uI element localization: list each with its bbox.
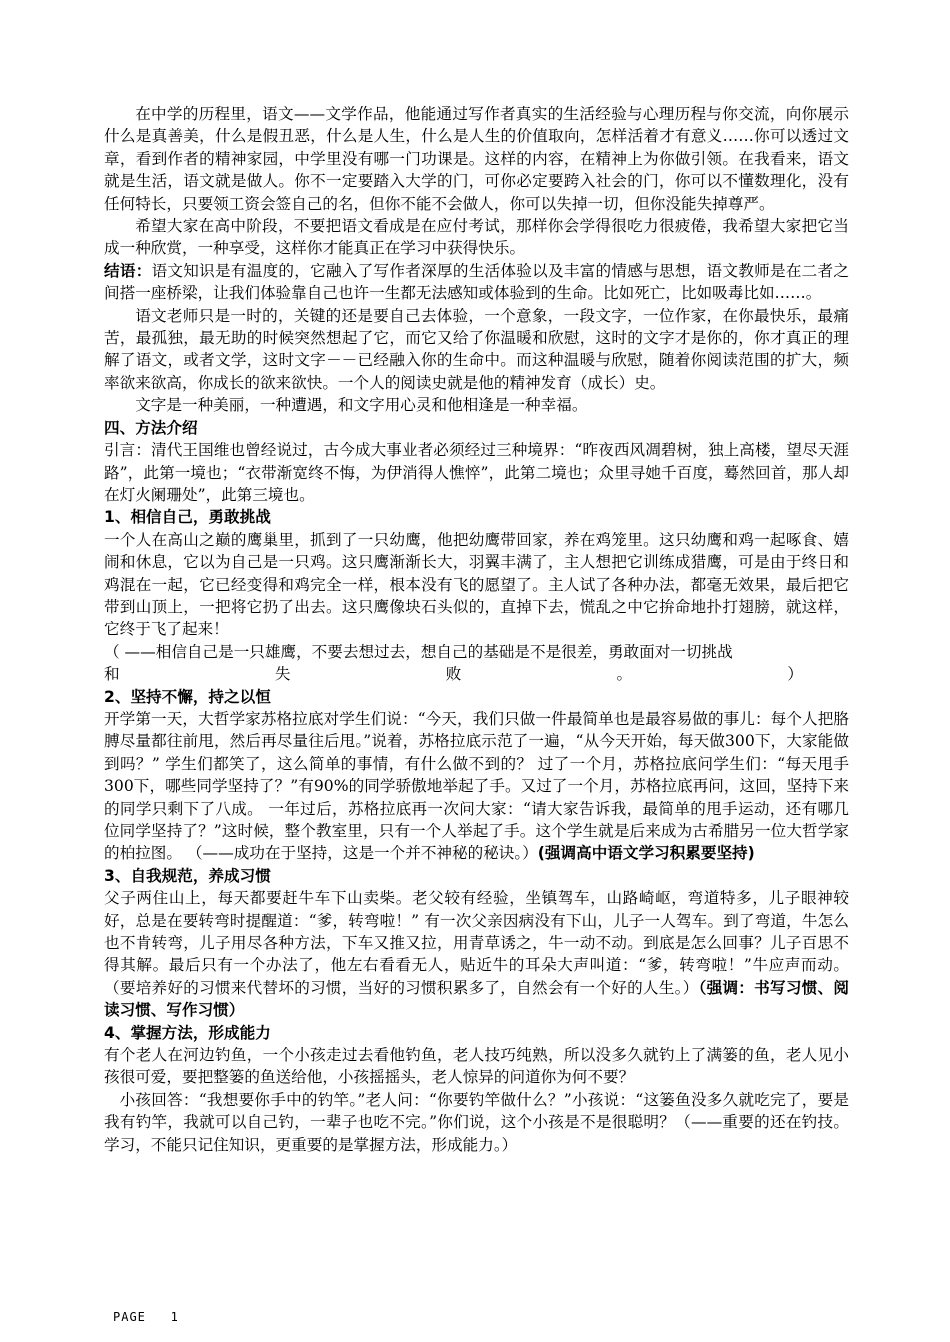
intro-paragraph-2: 希望大家在高中阶段，不要把语文看成是在应付考试，那样你会学得很吃力很疲倦，我希望大家把它当成一种欣赏，一种享受，这样你才能真正在学习中获得快乐。 bbox=[104, 217, 849, 258]
method-2-emphasis: (强调高中语文学习积累要坚持) bbox=[537, 844, 755, 863]
conclusion-paragraph-2: 语文老师只是一时的，关键的还是要自己去体验，一个意象，一段文字，一位作家，在你最快乐，最痛苦，最孤独，最无助的时候突然想起了它，而它又给了你温暖和欣慰，这时的文字才是你的，你才真正的理解了语文，或者文学，这时文字－－已经融入你的生命中。而这种温暖与欣慰，随着你阅读范围的扩大，频率欲来欲高，你成长的欲来欲快。一个人的阅读史就是他的精神发育（成长）史。 bbox=[104, 306, 849, 392]
note-char: ） bbox=[787, 665, 803, 684]
note-char: 和 bbox=[104, 665, 120, 684]
method-3-text: 父子两住山上，每天都要赶牛车下山卖柴。老父较有经验，坐镇驾车，山路崎岖，弯道特多，儿子眼神较好，总是在要转弯时提醒道：“爹，转弯啦！” 有一次父亲因病没有下山，儿子一人驾车。到了弯道，牛怎么也不肯转弯，儿子用尽各种方法，下车又推又拉，用青草诱之，牛一动不动。到底是怎么回事？儿子百思不得其解。最后只有一个办法了，他左右看看无人，贴近牛的耳朵大声叫道：“爹，转弯啦！”牛应声而动。 （要培养好的习惯来代替坏的习惯，当好的习惯积累多了，自然会有一个好的人生。） bbox=[104, 889, 849, 997]
conclusion-paragraph bbox=[104, 260, 849, 305]
method-1-note-tail bbox=[104, 663, 849, 685]
document-body bbox=[104, 103, 849, 1156]
conclusion-text: 语文知识是有温度的，它融入了写作者深厚的生活体验以及丰富的情感与思想，语文教师是在二者之间搭一座桥梁，让我们体验靠自己也许一生都无法感知或体验到的生命。比如死亡，比如吸毒比如……。 bbox=[104, 261, 849, 303]
method-4-text-2: 小孩回答：“我想要你手中的钓竿。”老人问：“你要钓竿做什么？”小孩说：“这篓鱼没多久就吃完了，要是我有钓竿，我就可以自己钓，一辈子也吃不完。”你们说，这个小孩是不是很聪明？（——重要的还在钓技。学习，不能只记住知识，更重要的是掌握方法，形成能力。） bbox=[104, 1090, 849, 1154]
method-2-paragraph bbox=[104, 708, 849, 865]
intro-paragraph-1: 在中学的历程里，语文——文学作品，他能通过写作者真实的生活经验与心理历程与你交流，向你展示什么是真善美，什么是假丑恶，什么是人生，什么是人生的价值取向，怎样活着才有意义……你可以透过文章，看到作者的精神家园，中学里没有哪一门功课是。这样的内容，在精神上为你做引领。在我看来，语文就是生活，语文就是做人。你不一定要踏入大学的门，可你必定要跨入社会的门，你可以不懂数理化，没有任何特长，只要领工资会签自己的名，但你不能不会做人，你可以失掉一切，但你没能失掉尊严。 bbox=[104, 105, 849, 213]
note-char: 败 bbox=[445, 665, 462, 684]
method-4-text-1: 有个老人在河边钓鱼，一个小孩走过去看他钓鱼，老人技巧纯熟，所以没多久就钓上了满篓的鱼，老人见小孩很可爱，要把整篓的鱼送给他，小孩摇摇头，老人惊异的问道你为何不要？ bbox=[104, 1046, 849, 1087]
method-3-emphasis: （强调：书写习惯、阅读习惯、写作习惯） bbox=[104, 978, 850, 1020]
method-3-title: 3、自我规范，养成习惯 bbox=[104, 866, 271, 885]
page-footer bbox=[113, 1310, 179, 1324]
method-1-note: （ ——相信自己是一只雄鹰，不要去想过去，想自己的基础是不是很差，勇敢面对一切挑战 bbox=[104, 642, 733, 661]
conclusion-label: 结语： bbox=[104, 261, 152, 280]
method-2-text: 开学第一天，大哲学家苏格拉底对学生们说：“今天，我们只做一件最简单也是最容易做的事儿：每个人把胳膊尽量都往前甩，然后再尽量往后甩。”说着，苏格拉底示范了一遍，“从今天开始，每天做300下，大家能做到吗？” 学生们都笑了，这么简单的事情，有什么做不到的？ 过了一个月，苏格拉底问学生们：“每天甩手300下，哪些同学坚持了？”有90%的同学骄傲地举起了手。又过了一个月，苏格拉底再问，这回，坚持下来的同学只剩下了八成。 一年过后，苏格拉底再一次问大家：“请大家告诉我，最简单的甩手运动，还有哪几位同学坚持了？”这时候，整个教室里，只有一个人举起了手。这个学生就是后来成为古希腊另一位大哲学家的柏拉图。 （——成功在于坚持，这是一个并不神秘的秘诀。） bbox=[104, 709, 849, 863]
note-char: 。 bbox=[616, 665, 633, 684]
method-1-text: 一个人在高山之巅的鹰巢里，抓到了一只幼鹰，他把幼鹰带回家，养在鸡笼里。这只幼鹰和鸡一起啄食、嬉闹和休息，它以为自己是一只鸡。这只鹰渐渐长大，羽翼丰满了，主人想把它训练成猎鹰，可是由于终日和鸡混在一起，它已经变得和鸡完全一样，根本没有飞的愿望了。主人试了各种办法，都毫无效果，最后把它带到山顶上，一把将它扔了出去。这只鹰像块石头似的，直掉下去，慌乱之中它拚命地扑打翅膀，就这样，它终于飞了起来！ bbox=[104, 530, 849, 639]
section-preface: 引言：清代王国维也曾经说过，古今成大事业者必须经过三种境界：“昨夜西风凋碧树，独上高楼，望尽天涯路”，此第一境也；“衣带渐宽终不悔，为伊消得人憔悴”，此第二境也；众里寻她千百度，蓦然回首，那人却在灯火阑珊处”，此第三境也。 bbox=[104, 441, 849, 504]
section-title: 四、方法介绍 bbox=[104, 418, 198, 437]
footer-label: PAGE bbox=[113, 1310, 146, 1324]
note-char: 失 bbox=[274, 665, 291, 684]
conclusion-paragraph-3: 文字是一种美丽，一种遭遇，和文字用心灵和他相逢是一种幸福。 bbox=[135, 396, 588, 415]
method-3-paragraph bbox=[104, 887, 849, 1021]
method-4-title: 4、掌握方法，形成能力 bbox=[104, 1023, 271, 1042]
page-number: 1 bbox=[170, 1310, 179, 1324]
method-1-title: 1、相信自己，勇敢挑战 bbox=[104, 508, 271, 527]
method-2-title: 2、坚持不懈，持之以恒 bbox=[104, 687, 271, 706]
